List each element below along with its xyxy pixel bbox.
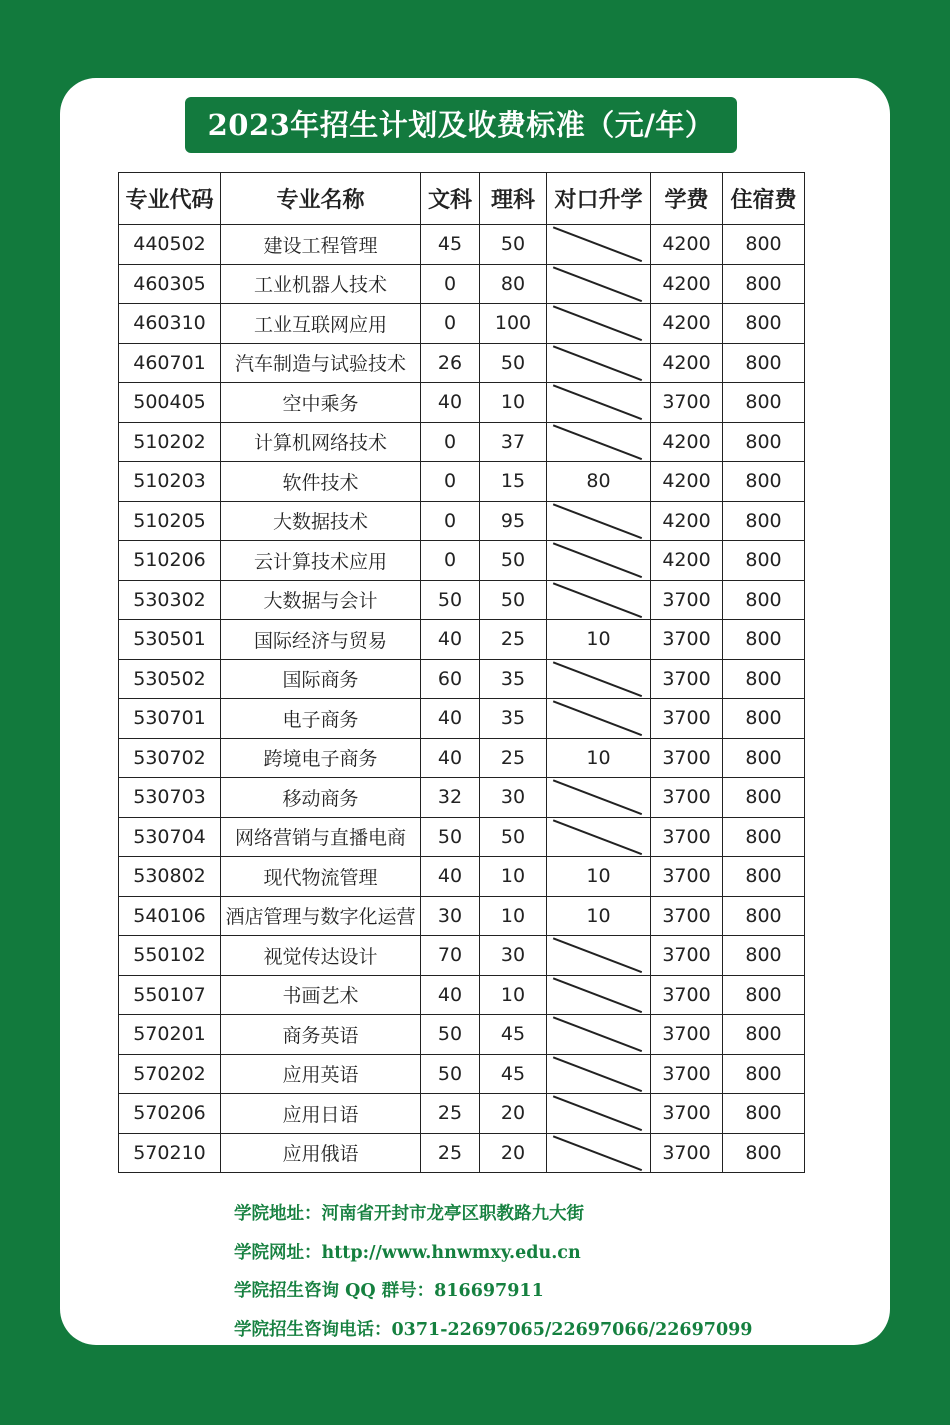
cell-dorm-fee: 800 [723, 896, 805, 936]
cell-dorm-fee: 800 [723, 225, 805, 265]
cell-tuition: 4200 [651, 225, 723, 265]
table-row [119, 1054, 805, 1094]
cell-major: 工业机器人技术 [221, 264, 421, 304]
cell-arts: 50 [421, 1054, 480, 1094]
table-row [119, 1015, 805, 1055]
cell-major: 应用日语 [221, 1094, 421, 1134]
cell-vocational: 10 [547, 857, 651, 897]
cell-arts: 30 [421, 896, 480, 936]
cell-science: 95 [480, 501, 547, 541]
cell-tuition: 3700 [651, 383, 723, 423]
cell-vocational [547, 541, 651, 581]
cell-major: 汽车制造与试验技术 [221, 343, 421, 383]
cell-tuition: 3700 [651, 1015, 723, 1055]
cell-vocational: 10 [547, 738, 651, 778]
header-arts: 文科 [421, 173, 480, 225]
cell-code: 570201 [119, 1015, 221, 1055]
table-row [119, 896, 805, 936]
cell-arts: 0 [421, 462, 480, 502]
table-row [119, 264, 805, 304]
cell-major: 工业互联网应用 [221, 304, 421, 344]
cell-science: 100 [480, 304, 547, 344]
table-row [119, 343, 805, 383]
cell-code: 510206 [119, 541, 221, 581]
cell-code: 460305 [119, 264, 221, 304]
cell-major: 计算机网络技术 [221, 422, 421, 462]
phone-text: 学院招生咨询电话：0371-22697065/22697066/22697099 [234, 1319, 753, 1340]
cell-science: 20 [480, 1094, 547, 1134]
cell-vocational [547, 343, 651, 383]
cell-science: 15 [480, 462, 547, 502]
table-row [119, 936, 805, 976]
empty-slash-icon [547, 976, 650, 1015]
empty-slash-icon [547, 1015, 650, 1054]
cell-vocational [547, 699, 651, 739]
cell-major: 酒店管理与数字化运营 [221, 896, 421, 936]
cell-tuition: 4200 [651, 343, 723, 383]
address-text: 学院地址：河南省开封市龙亭区职教路九大街 [234, 1204, 584, 1224]
cell-arts: 60 [421, 659, 480, 699]
cell-code: 530701 [119, 699, 221, 739]
cell-arts: 40 [421, 857, 480, 897]
header-major: 专业名称 [221, 173, 421, 225]
cell-arts: 25 [421, 1133, 480, 1173]
cell-vocational [547, 1094, 651, 1134]
cell-tuition: 3700 [651, 620, 723, 660]
table-row [119, 462, 805, 502]
table-row [119, 975, 805, 1015]
cell-major: 书画艺术 [221, 975, 421, 1015]
empty-slash-icon [547, 1055, 650, 1094]
cell-code: 530501 [119, 620, 221, 660]
cell-major: 软件技术 [221, 462, 421, 502]
cell-science: 10 [480, 896, 547, 936]
table-row [119, 620, 805, 660]
empty-slash-icon [547, 344, 650, 383]
cell-science: 45 [480, 1015, 547, 1055]
cell-code: 530703 [119, 778, 221, 818]
cell-science: 25 [480, 620, 547, 660]
cell-arts: 50 [421, 580, 480, 620]
header-dorm-fee: 住宿费 [723, 173, 805, 225]
cell-tuition: 3700 [651, 817, 723, 857]
cell-tuition: 3700 [651, 659, 723, 699]
cell-arts: 50 [421, 1015, 480, 1055]
table-row [119, 501, 805, 541]
table-header-row [119, 173, 805, 225]
cell-science: 50 [480, 817, 547, 857]
cell-science: 10 [480, 975, 547, 1015]
cell-dorm-fee: 800 [723, 383, 805, 423]
cell-tuition: 4200 [651, 264, 723, 304]
cell-code: 550107 [119, 975, 221, 1015]
header-vocational: 对口升学 [547, 173, 651, 225]
cell-dorm-fee: 800 [723, 620, 805, 660]
cell-code: 570202 [119, 1054, 221, 1094]
empty-slash-icon [547, 1094, 650, 1133]
cell-dorm-fee: 800 [723, 1133, 805, 1173]
cell-vocational [547, 1133, 651, 1173]
cell-tuition: 3700 [651, 778, 723, 818]
cell-dorm-fee: 800 [723, 264, 805, 304]
cell-major: 视觉传达设计 [221, 936, 421, 976]
cell-science: 30 [480, 778, 547, 818]
page-title: 2023年招生计划及收费标准（元/年） [185, 97, 737, 153]
cell-science: 10 [480, 383, 547, 423]
cell-science: 37 [480, 422, 547, 462]
cell-code: 510205 [119, 501, 221, 541]
cell-science: 45 [480, 1054, 547, 1094]
cell-dorm-fee: 800 [723, 817, 805, 857]
cell-tuition: 3700 [651, 975, 723, 1015]
cell-vocational [547, 264, 651, 304]
cell-major: 国际经济与贸易 [221, 620, 421, 660]
cell-code: 510202 [119, 422, 221, 462]
empty-slash-icon [547, 423, 650, 462]
cell-science: 20 [480, 1133, 547, 1173]
cell-dorm-fee: 800 [723, 304, 805, 344]
empty-slash-icon [547, 225, 650, 264]
cell-tuition: 3700 [651, 1133, 723, 1173]
cell-tuition: 4200 [651, 304, 723, 344]
cell-vocational [547, 304, 651, 344]
cell-major: 商务英语 [221, 1015, 421, 1055]
cell-arts: 25 [421, 1094, 480, 1134]
cell-tuition: 4200 [651, 462, 723, 502]
empty-slash-icon [547, 581, 650, 620]
cell-code: 570210 [119, 1133, 221, 1173]
cell-arts: 40 [421, 620, 480, 660]
cell-arts: 32 [421, 778, 480, 818]
cell-arts: 40 [421, 383, 480, 423]
cell-arts: 45 [421, 225, 480, 265]
cell-arts: 40 [421, 699, 480, 739]
cell-dorm-fee: 800 [723, 1015, 805, 1055]
empty-slash-icon [547, 304, 650, 343]
cell-vocational [547, 383, 651, 423]
cell-dorm-fee: 800 [723, 343, 805, 383]
cell-dorm-fee: 800 [723, 1094, 805, 1134]
cell-science: 10 [480, 857, 547, 897]
cell-major: 跨境电子商务 [221, 738, 421, 778]
cell-vocational: 10 [547, 620, 651, 660]
empty-slash-icon [547, 1134, 650, 1173]
cell-major: 电子商务 [221, 699, 421, 739]
cell-vocational [547, 1015, 651, 1055]
cell-major: 云计算技术应用 [221, 541, 421, 581]
cell-dorm-fee: 800 [723, 580, 805, 620]
cell-vocational [547, 936, 651, 976]
table-row [119, 738, 805, 778]
cell-vocational [547, 580, 651, 620]
cell-arts: 40 [421, 975, 480, 1015]
cell-vocational: 10 [547, 896, 651, 936]
cell-science: 35 [480, 659, 547, 699]
empty-slash-icon [547, 383, 650, 422]
cell-dorm-fee: 800 [723, 778, 805, 818]
table-row [119, 659, 805, 699]
cell-major: 大数据技术 [221, 501, 421, 541]
cell-vocational [547, 1054, 651, 1094]
cell-dorm-fee: 800 [723, 1054, 805, 1094]
cell-major: 建设工程管理 [221, 225, 421, 265]
cell-dorm-fee: 800 [723, 699, 805, 739]
empty-slash-icon [547, 265, 650, 304]
cell-dorm-fee: 800 [723, 462, 805, 502]
cell-code: 540106 [119, 896, 221, 936]
empty-slash-icon [547, 778, 650, 817]
cell-dorm-fee: 800 [723, 936, 805, 976]
table-row [119, 225, 805, 265]
cell-arts: 0 [421, 264, 480, 304]
cell-dorm-fee: 800 [723, 422, 805, 462]
cell-vocational [547, 225, 651, 265]
header-code: 专业代码 [119, 173, 221, 225]
cell-tuition: 3700 [651, 738, 723, 778]
cell-code: 460310 [119, 304, 221, 344]
cell-major: 应用俄语 [221, 1133, 421, 1173]
cell-science: 25 [480, 738, 547, 778]
cell-code: 530702 [119, 738, 221, 778]
qq-group-text: 学院招生咨询 QQ 群号：816697911 [234, 1281, 544, 1301]
cell-vocational [547, 778, 651, 818]
cell-major: 空中乘务 [221, 383, 421, 423]
cell-tuition: 3700 [651, 580, 723, 620]
cell-code: 510203 [119, 462, 221, 502]
cell-code: 440502 [119, 225, 221, 265]
cell-code: 550102 [119, 936, 221, 976]
cell-vocational [547, 659, 651, 699]
cell-arts: 0 [421, 501, 480, 541]
cell-code: 530704 [119, 817, 221, 857]
cell-arts: 40 [421, 738, 480, 778]
cell-arts: 0 [421, 304, 480, 344]
cell-tuition: 3700 [651, 699, 723, 739]
cell-code: 500405 [119, 383, 221, 423]
table-row [119, 580, 805, 620]
empty-slash-icon [547, 936, 650, 975]
cell-arts: 50 [421, 817, 480, 857]
cell-dorm-fee: 800 [723, 975, 805, 1015]
cell-tuition: 3700 [651, 896, 723, 936]
cell-arts: 26 [421, 343, 480, 383]
table-row [119, 699, 805, 739]
cell-tuition: 4200 [651, 422, 723, 462]
cell-tuition: 3700 [651, 1054, 723, 1094]
cell-code: 530802 [119, 857, 221, 897]
table-row [119, 541, 805, 581]
header-science: 理科 [480, 173, 547, 225]
empty-slash-icon [547, 541, 650, 580]
cell-major: 大数据与会计 [221, 580, 421, 620]
cell-science: 50 [480, 580, 547, 620]
cell-tuition: 3700 [651, 1094, 723, 1134]
cell-dorm-fee: 800 [723, 541, 805, 581]
cell-code: 530302 [119, 580, 221, 620]
cell-arts: 0 [421, 541, 480, 581]
cell-code: 530502 [119, 659, 221, 699]
cell-major: 应用英语 [221, 1054, 421, 1094]
cell-vocational [547, 975, 651, 1015]
cell-science: 50 [480, 541, 547, 581]
cell-dorm-fee: 800 [723, 501, 805, 541]
cell-tuition: 4200 [651, 541, 723, 581]
cell-arts: 70 [421, 936, 480, 976]
table-row [119, 1133, 805, 1173]
table-row [119, 817, 805, 857]
cell-code: 570206 [119, 1094, 221, 1134]
cell-vocational [547, 501, 651, 541]
header-tuition: 学费 [651, 173, 723, 225]
cell-vocational [547, 817, 651, 857]
table-row [119, 1094, 805, 1134]
cell-science: 35 [480, 699, 547, 739]
empty-slash-icon [547, 699, 650, 738]
table-row [119, 304, 805, 344]
table-row [119, 857, 805, 897]
cell-arts: 0 [421, 422, 480, 462]
cell-dorm-fee: 800 [723, 857, 805, 897]
table-row [119, 422, 805, 462]
table-row [119, 383, 805, 423]
website-text: 学院网址：http://www.hnwmxy.edu.cn [234, 1242, 581, 1263]
table-row [119, 778, 805, 818]
cell-tuition: 3700 [651, 857, 723, 897]
cell-major: 移动商务 [221, 778, 421, 818]
cell-science: 30 [480, 936, 547, 976]
cell-tuition: 4200 [651, 501, 723, 541]
cell-tuition: 3700 [651, 936, 723, 976]
cell-science: 80 [480, 264, 547, 304]
cell-vocational: 80 [547, 462, 651, 502]
cell-science: 50 [480, 343, 547, 383]
cell-major: 现代物流管理 [221, 857, 421, 897]
cell-code: 460701 [119, 343, 221, 383]
contact-info [234, 1200, 753, 1354]
cell-vocational [547, 422, 651, 462]
cell-dorm-fee: 800 [723, 738, 805, 778]
cell-major: 网络营销与直播电商 [221, 817, 421, 857]
empty-slash-icon [547, 502, 650, 541]
cell-dorm-fee: 800 [723, 659, 805, 699]
cell-major: 国际商务 [221, 659, 421, 699]
empty-slash-icon [547, 660, 650, 699]
enrollment-table [118, 172, 805, 1173]
cell-science: 50 [480, 225, 547, 265]
empty-slash-icon [547, 818, 650, 857]
